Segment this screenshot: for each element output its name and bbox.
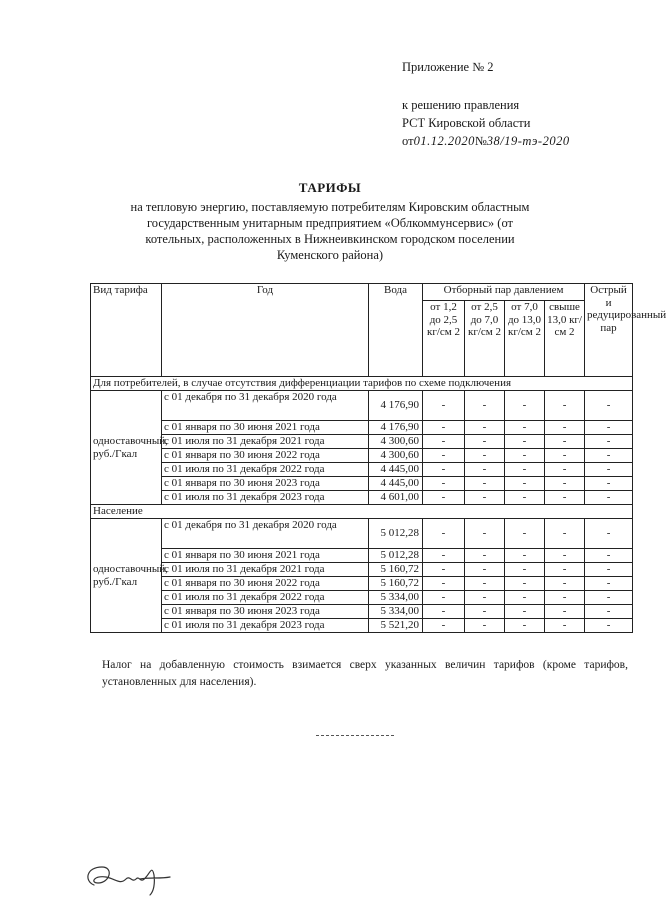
period-cell: с 01 января по 30 июня 2021 года — [162, 549, 369, 563]
empty-value-cell: - — [545, 563, 585, 577]
empty-value-cell: - — [423, 391, 465, 421]
empty-value-cell: - — [505, 491, 545, 505]
table-row — [91, 449, 633, 463]
table-row — [91, 519, 633, 549]
empty-value-cell: - — [505, 421, 545, 435]
empty-value-cell: - — [423, 449, 465, 463]
empty-value-cell: - — [505, 619, 545, 633]
empty-value-cell: - — [505, 391, 545, 421]
header-year: Год — [162, 284, 369, 377]
period-cell: с 01 января по 30 июня 2022 года — [162, 577, 369, 591]
tariff-table — [90, 283, 666, 633]
water-price-cell: 4 176,90 — [369, 391, 423, 421]
empty-value-cell: - — [585, 577, 633, 591]
empty-value-cell: - — [585, 605, 633, 619]
empty-value-cell: - — [465, 591, 505, 605]
date-prefix: от — [402, 134, 414, 148]
empty-value-cell: - — [423, 605, 465, 619]
water-price-cell: 5 160,72 — [369, 577, 423, 591]
table-row — [91, 491, 633, 505]
empty-value-cell: - — [545, 421, 585, 435]
empty-value-cell: - — [465, 477, 505, 491]
empty-value-cell: - — [585, 591, 633, 605]
empty-value-cell: - — [423, 577, 465, 591]
appendix-authority: РСТ Кировской области — [402, 116, 531, 130]
appendix-block — [402, 58, 570, 150]
tariff-table-body — [91, 377, 633, 633]
table-row — [91, 591, 633, 605]
table-row — [91, 549, 633, 563]
empty-value-cell: - — [423, 463, 465, 477]
water-price-cell: 4 601,00 — [369, 491, 423, 505]
water-price-cell: 5 334,00 — [369, 591, 423, 605]
empty-value-cell: - — [465, 577, 505, 591]
empty-value-cell: - — [423, 421, 465, 435]
empty-value-cell: - — [545, 477, 585, 491]
empty-value-cell: - — [545, 391, 585, 421]
empty-value-cell: - — [585, 491, 633, 505]
header-sharp-steam: Острый и редуцированный пар — [585, 284, 633, 377]
water-price-cell: 5 334,00 — [369, 605, 423, 619]
empty-value-cell: - — [585, 391, 633, 421]
empty-value-cell: - — [585, 435, 633, 449]
water-price-cell: 5 521,20 — [369, 619, 423, 633]
header-tariff-type: Вид тарифа — [91, 284, 162, 377]
header-pressure-3: от 7,0 до 13,0 кг/см 2 — [505, 301, 545, 377]
period-cell: с 01 июля по 31 декабря 2023 года — [162, 619, 369, 633]
document-subtitle: на тепловую энергию, поставляемую потребителям Кировским областным государственным унитарным предприятием «Облкоммунсервис» (от котельных, расположенных в Нижнеивкинском городском поселении Куменского района) — [130, 200, 530, 262]
section-general-tariff-type: одноставочный, руб./Гкал — [91, 391, 162, 505]
water-price-cell: 5 012,28 — [369, 549, 423, 563]
section-general-label: Для потребителей, в случае отсутствия дифференциации тарифов по схеме подключения — [91, 377, 633, 391]
header-steam-group: Отборный пар давлением — [423, 284, 585, 301]
empty-value-cell: - — [585, 549, 633, 563]
period-cell: с 01 июля по 31 декабря 2022 года — [162, 463, 369, 477]
empty-value-cell: - — [505, 449, 545, 463]
period-cell: с 01 июля по 31 декабря 2021 года — [162, 435, 369, 449]
empty-value-cell: - — [423, 549, 465, 563]
empty-value-cell: - — [423, 491, 465, 505]
water-price-cell: 4 300,60 — [369, 449, 423, 463]
empty-value-cell: - — [545, 577, 585, 591]
header-water: Вода — [369, 284, 423, 377]
water-price-cell: 4 300,60 — [369, 435, 423, 449]
title-block — [120, 180, 540, 263]
decision-date: 01.12.2020 — [413, 134, 475, 148]
table-row — [91, 563, 633, 577]
empty-value-cell: - — [465, 563, 505, 577]
section-population-tariff-type: одноставочный, руб./Гкал — [91, 519, 162, 633]
document-title: ТАРИФЫ — [298, 180, 362, 195]
empty-value-cell: - — [423, 563, 465, 577]
empty-value-cell: - — [505, 549, 545, 563]
empty-value-cell: - — [423, 519, 465, 549]
empty-value-cell: - — [465, 391, 505, 421]
empty-value-cell: - — [585, 421, 633, 435]
empty-value-cell: - — [545, 549, 585, 563]
water-price-cell: 5 012,28 — [369, 519, 423, 549]
period-cell: с 01 июля по 31 декабря 2023 года — [162, 491, 369, 505]
table-row — [91, 421, 633, 435]
header-pressure-2: от 2,5 до 7,0 кг/см 2 — [465, 301, 505, 377]
table-row — [91, 577, 633, 591]
empty-value-cell: - — [545, 519, 585, 549]
header-pressure-4: свыше 13,0 кг/см 2 — [545, 301, 585, 377]
decision-number: 38/19-тэ-2020 — [486, 134, 570, 148]
empty-value-cell: - — [545, 605, 585, 619]
table-row — [91, 463, 633, 477]
number-sign: № — [474, 134, 487, 148]
section-population-label: Население — [91, 505, 633, 519]
empty-value-cell: - — [505, 477, 545, 491]
vat-footnote: Налог на добавленную стоимость взимается сверх указанных величин тарифов (кроме тарифов, установленных для населения). — [102, 659, 628, 688]
period-cell: с 01 января по 30 июня 2023 года — [162, 605, 369, 619]
water-price-cell: 4 176,90 — [369, 421, 423, 435]
table-row — [91, 619, 633, 633]
end-divider — [316, 735, 394, 736]
empty-value-cell: - — [505, 563, 545, 577]
empty-value-cell: - — [465, 435, 505, 449]
empty-value-cell: - — [505, 519, 545, 549]
period-cell: с 01 января по 30 июня 2022 года — [162, 449, 369, 463]
table-row — [91, 435, 633, 449]
empty-value-cell: - — [465, 449, 505, 463]
empty-value-cell: - — [545, 491, 585, 505]
empty-value-cell: - — [423, 477, 465, 491]
appendix-date-line — [402, 132, 570, 150]
period-cell: с 01 января по 30 июня 2021 года — [162, 421, 369, 435]
period-cell: с 01 января по 30 июня 2023 года — [162, 477, 369, 491]
empty-value-cell: - — [585, 463, 633, 477]
period-cell: с 01 июля по 31 декабря 2022 года — [162, 591, 369, 605]
empty-value-cell: - — [505, 605, 545, 619]
header-pressure-1: от 1,2 до 2,5 кг/см 2 — [423, 301, 465, 377]
empty-value-cell: - — [545, 435, 585, 449]
appendix-number: Приложение № 2 — [402, 60, 494, 74]
empty-value-cell: - — [465, 605, 505, 619]
signature-image — [80, 855, 175, 900]
empty-value-cell: - — [465, 491, 505, 505]
empty-value-cell: - — [585, 619, 633, 633]
table-row — [91, 391, 633, 421]
empty-value-cell: - — [545, 591, 585, 605]
empty-value-cell: - — [465, 421, 505, 435]
period-cell: с 01 декабря по 31 декабря 2020 года — [162, 519, 369, 549]
empty-value-cell: - — [465, 463, 505, 477]
water-price-cell: 5 160,72 — [369, 563, 423, 577]
empty-value-cell: - — [465, 549, 505, 563]
empty-value-cell: - — [505, 435, 545, 449]
empty-value-cell: - — [545, 463, 585, 477]
empty-value-cell: - — [465, 519, 505, 549]
appendix-decision-line: к решению правления — [402, 98, 520, 112]
table-row — [91, 477, 633, 491]
empty-value-cell: - — [545, 449, 585, 463]
table-row — [91, 605, 633, 619]
empty-value-cell: - — [423, 619, 465, 633]
period-cell: с 01 июля по 31 декабря 2021 года — [162, 563, 369, 577]
empty-value-cell: - — [585, 519, 633, 549]
empty-value-cell: - — [585, 477, 633, 491]
empty-value-cell: - — [505, 591, 545, 605]
empty-value-cell: - — [505, 463, 545, 477]
empty-value-cell: - — [423, 435, 465, 449]
empty-value-cell: - — [505, 577, 545, 591]
empty-value-cell: - — [423, 591, 465, 605]
empty-value-cell: - — [465, 619, 505, 633]
empty-value-cell: - — [545, 619, 585, 633]
empty-value-cell: - — [585, 563, 633, 577]
period-cell: с 01 декабря по 31 декабря 2020 года — [162, 391, 369, 421]
empty-value-cell: - — [585, 449, 633, 463]
water-price-cell: 4 445,00 — [369, 477, 423, 491]
water-price-cell: 4 445,00 — [369, 463, 423, 477]
